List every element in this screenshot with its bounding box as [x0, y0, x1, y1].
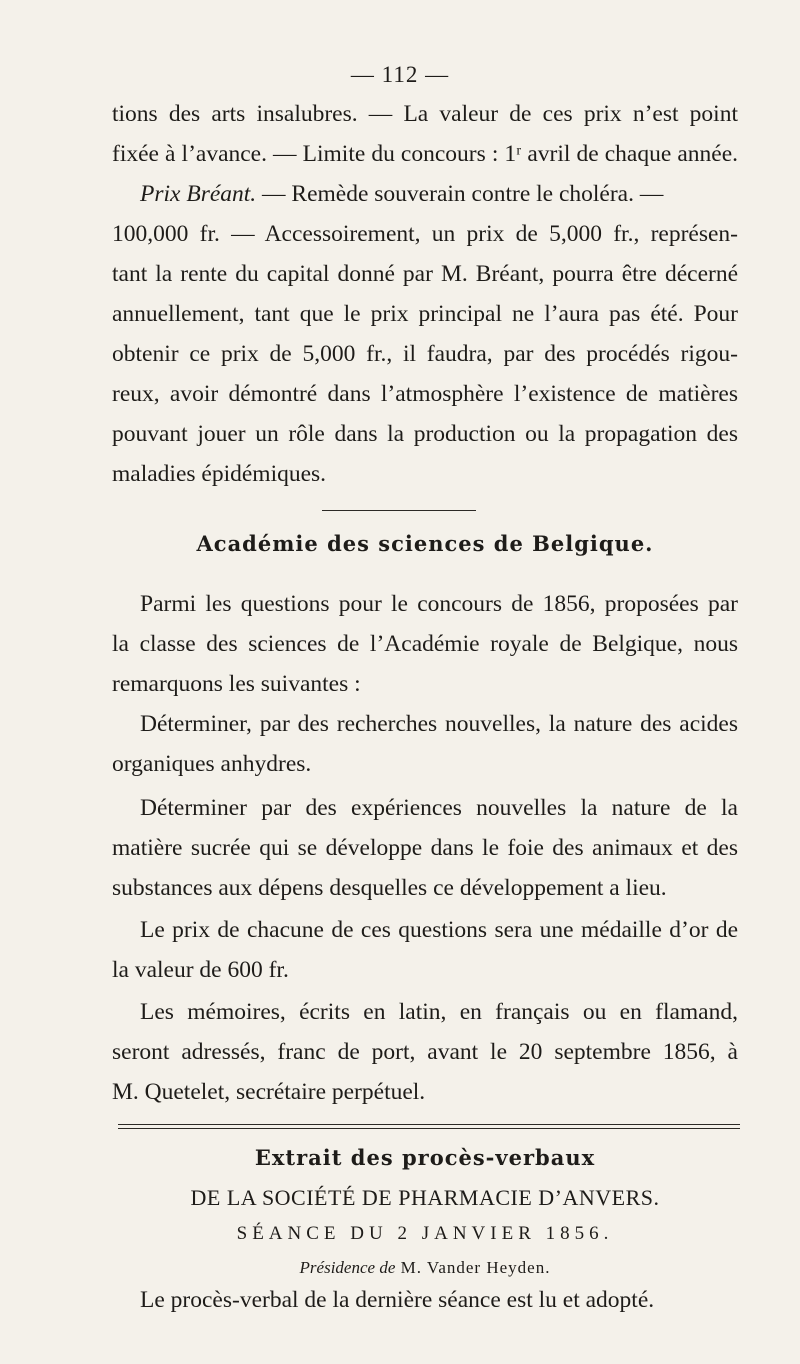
paragraph-line: reux, avoir démontré dans l’atmosphère l’existence de matières: [112, 381, 738, 407]
paragraph-line: la classe des sciences de l’Académie royale de Belgique, nous: [112, 631, 738, 657]
prize-name: Prix Bréant.: [140, 181, 257, 207]
section-divider: [322, 510, 476, 511]
prize-line: [112, 174, 738, 214]
paragraph-line: matière sucrée qui se développe dans le foie des animaux et des: [112, 835, 738, 861]
paragraph-line: la valeur de 600 fr.: [112, 957, 289, 983]
section-divider: [118, 1124, 740, 1125]
section-subheading: DE LA SOCIÉTÉ DE PHARMACIE D’ANVERS.: [190, 1185, 660, 1210]
paragraph-line: organiques anhydres.: [112, 751, 312, 777]
paragraph-line: Les mémoires, écrits en latin, en français ou en flamand,: [140, 999, 738, 1025]
paragraph-line: M. Quetelet, secrétaire perpétuel.: [112, 1079, 426, 1105]
page-number: — 112 —: [350, 62, 450, 87]
paragraph-line: Parmi les questions pour le concours de 1856, proposées par: [140, 591, 738, 617]
paragraph-line: annuellement, tant que le prix principal ne l’aura pas été. Pour: [112, 301, 738, 327]
paragraph-line: fixée à l’avance. — Limite du concours : 1ʳ avril de chaque année.: [112, 141, 738, 167]
paragraph-line: tions des arts insalubres. — La valeur de ces prix n’est point: [112, 101, 738, 127]
session-date: SÉANCE DU 2 JANVIER 1856.: [236, 1223, 614, 1244]
paragraph-line: remarquons les suivantes :: [112, 671, 361, 697]
section-divider: [118, 1128, 740, 1129]
paragraph-line: Le prix de chacune de ces questions sera une médaille d’or de: [140, 917, 738, 943]
paragraph-line: Le procès-verbal de la dernière séance est lu et adopté.: [140, 1287, 655, 1313]
prize-line-rest: — Remède souverain contre le choléra. —: [256, 181, 664, 207]
paragraph-line: tant la rente du capital donné par M. Bréant, pourra être décerné: [112, 261, 738, 287]
presidency-label: Présidence de: [299, 1258, 396, 1277]
paragraph-line: pouvant jouer un rôle dans la production ou la propagation des: [112, 421, 738, 447]
paragraph-line: Déterminer, par des recherches nouvelles, la nature des acides: [140, 711, 738, 737]
presidency-name: M. Vander Heyden.: [395, 1258, 551, 1277]
paragraph-line: obtenir ce prix de 5,000 fr., il faudra, par des procédés rigou-: [112, 341, 738, 367]
section-heading: Académie des sciences de Belgique.: [196, 531, 654, 556]
paragraph-line: substances aux dépens desquelles ce développement a lieu.: [112, 875, 667, 901]
paragraph-line: 100,000 fr. — Accessoirement, un prix de 5,000 fr., représen-: [112, 221, 738, 247]
paragraph-line: maladies épidémiques.: [112, 461, 327, 487]
section-heading: Extrait des procès-verbaux: [254, 1145, 596, 1170]
paragraph-line: seront adressés, franc de port, avant le 20 septembre 1856, à: [112, 1039, 738, 1065]
paragraph-line: Déterminer par des expériences nouvelles la nature de la: [140, 795, 738, 821]
